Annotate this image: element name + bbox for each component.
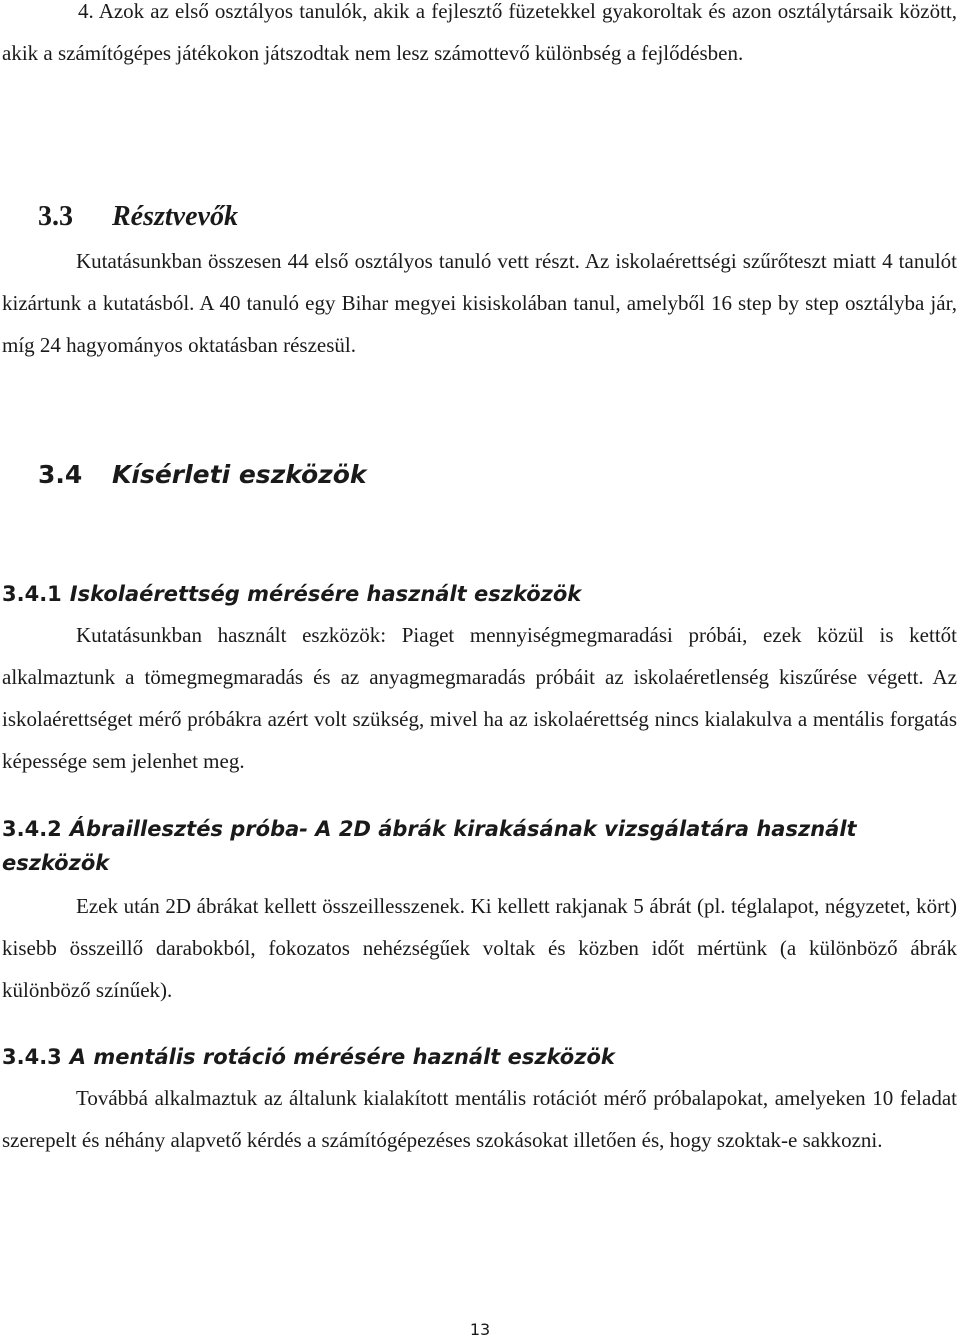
heading-title: Ábraillesztés próba- A 2D ábrák kirakásának vizsgálatára használt eszközök — [2, 817, 857, 875]
heading-number: 3.3 — [38, 201, 73, 232]
heading-number: 3.4.1 — [2, 582, 62, 606]
heading-3-4 — [38, 458, 367, 492]
paragraph-3-4-1: Kutatásunkban használt eszközök: Piaget mennyiségmegmaradási próbái, ezek közül is kettőt alkalmaztunk a tömegmegmaradás és az anyagmegmaradás próbáit az iskolaéretlenség kiszűrése végett. Az iskolaérettséget mérő próbákra azért volt szükség, mivel ha az iskolaérettség nincs kialakulva a mentális forgatás képessége sem jelenhet meg. — [2, 623, 957, 773]
heading-title: Résztvevők — [112, 201, 238, 232]
paragraph-3-4-2: Ezek után 2D ábrákat kellett összeillesszenek. Ki kellett rakjanak 5 ábrát (pl. téglalapot, négyzetet, kört) kisebb összeillő darabokból, fokozatos nehézségűek voltak és közben időt mértünk (a különböző ábrák különböző színűek). — [2, 894, 957, 1002]
page-number: 13 — [469, 1320, 491, 1339]
heading-title: Iskolaérettség mérésére használt eszközök — [69, 582, 582, 606]
paragraph-3-4-3: Továbbá alkalmaztuk az általunk kialakított mentális rotációt mérő próbalapokat, amelyeken 10 feladat szerepelt és néhány alapvető kérdés a számítógépezéses szokásokat illetően és, hogy szoktak-e sakkozni. — [2, 1086, 957, 1152]
heading-3-4-3 — [2, 1040, 615, 1074]
heading-number: 3.4 — [38, 460, 83, 489]
paragraph-hypothesis-4: 4. Azok az első osztályos tanulók, akik a fejlesztő füzetekkel gyakoroltak és azon osztálytársaik között, akik a számítógépes játékokon játszodtak nem lesz számottevő különbség a fejlődésben. — [2, 0, 957, 65]
heading-title: Kísérleti eszközök — [112, 460, 367, 489]
heading-3-4-1 — [2, 577, 581, 611]
heading-3-3 — [38, 200, 238, 234]
heading-number: 3.4.3 — [2, 1045, 62, 1069]
heading-3-4-2 — [2, 812, 902, 880]
paragraph-participants: Kutatásunkban összesen 44 első osztályos tanuló vett részt. Az iskolaérettségi szűrőteszt miatt 4 tanulót kizártunk a kutatásból. A 40 tanuló egy Bihar megyei kisiskolában tanul, amelyből 16 step by step osztályba jár, míg 24 hagyományos oktatásban részesül. — [2, 249, 957, 357]
heading-title: A mentális rotáció mérésére haznált eszközök — [69, 1045, 615, 1069]
heading-number: 3.4.2 — [2, 817, 62, 841]
